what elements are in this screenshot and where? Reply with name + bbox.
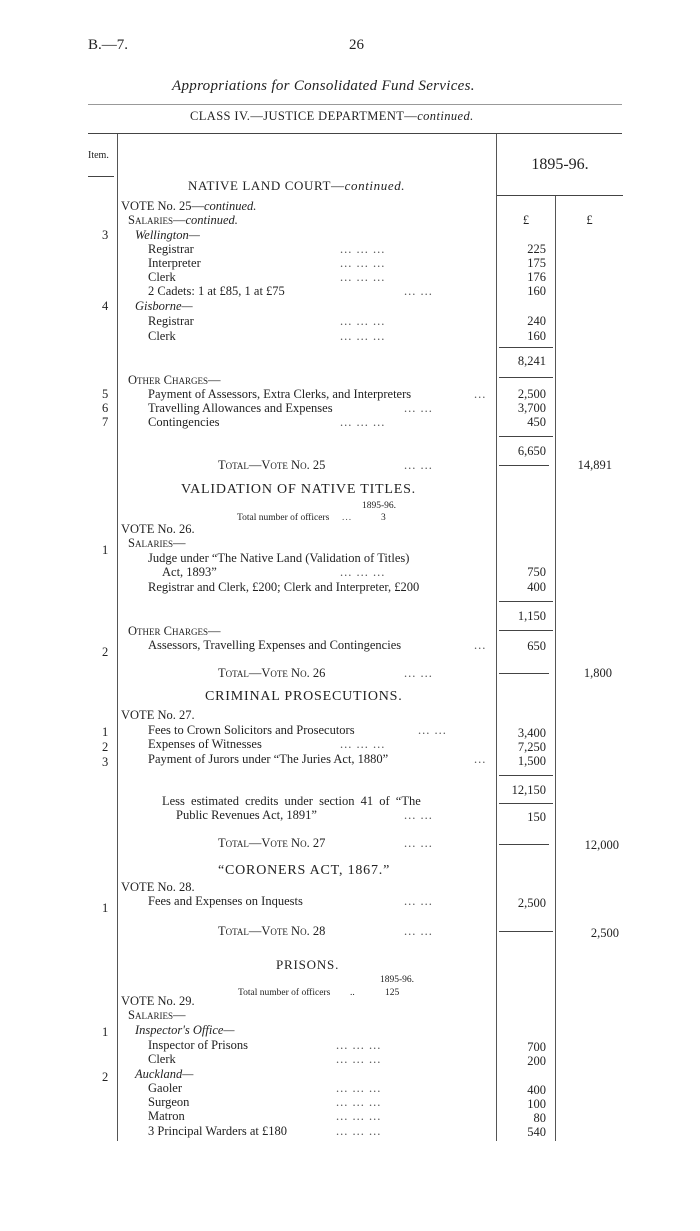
item-column-header: Item.: [88, 150, 109, 161]
leader-dots: ... ... ...: [336, 1052, 382, 1066]
vote-total-amount: 1,800: [583, 666, 612, 680]
leader-dots: ...: [474, 752, 487, 766]
vote-total-label: Total—Vote No. 26: [218, 666, 326, 680]
line-label-continued: Act, 1893”: [162, 565, 217, 579]
pound-sign: £: [586, 213, 593, 227]
section-heading: PRISONS.: [276, 957, 340, 972]
rule: [88, 176, 114, 177]
salaries-heading: [128, 213, 238, 227]
line-amount: 7,250: [517, 740, 546, 754]
rule: [497, 195, 623, 196]
vote-heading-continued: continued.: [203, 199, 257, 213]
line-label: Inspector of Prisons: [148, 1038, 248, 1052]
rule: [499, 601, 553, 602]
leader-dots: ... ...: [404, 458, 433, 472]
leader-dots: ... ... ...: [336, 1124, 382, 1138]
leader-dots: ... ...: [404, 401, 433, 415]
item-number: 3: [102, 228, 109, 242]
rule: [499, 931, 553, 932]
line-label: 3 Principal Warders at £180: [148, 1124, 288, 1138]
leader-dots: ... ... ...: [340, 256, 386, 270]
subtotal-amount: 8,241: [517, 354, 546, 368]
leader-dots: ... ...: [404, 836, 433, 850]
line-amount: 160: [527, 329, 546, 343]
line-label: 2 Cadets: 1 at £85, 1 at £75: [148, 284, 285, 298]
class-heading: [190, 109, 474, 123]
item-number: 7: [102, 415, 109, 429]
line-amount: 175: [527, 256, 546, 270]
vote-heading: [121, 199, 256, 213]
leader-dots: ... ...: [404, 666, 433, 680]
leader-dots: ... ... ...: [340, 270, 386, 284]
page-number: 26: [349, 37, 364, 53]
line-amount: 80: [533, 1111, 546, 1125]
line-amount: 160: [527, 284, 546, 298]
line-label: Clerk: [148, 270, 176, 284]
office-name: Wellington—: [135, 228, 200, 242]
year-column-header: 1895-96.: [531, 156, 589, 173]
pound-sign: £: [522, 213, 530, 227]
leader-dots: ... ... ...: [336, 1081, 382, 1095]
leader-dots: ... ... ...: [340, 314, 386, 328]
salaries-heading: Salaries—: [128, 536, 186, 550]
rule: [499, 803, 553, 804]
leader-dots: ... ...: [418, 723, 447, 737]
rule: [88, 104, 622, 105]
line-label: Registrar and Clerk, £200; Clerk and Interpreter, £200: [148, 580, 420, 594]
line-label: Travelling Allowances and Expenses: [148, 401, 333, 415]
line-amount: 1,500: [517, 754, 546, 768]
line-label: Clerk: [148, 329, 176, 343]
rule: [499, 377, 553, 378]
line-label: Clerk: [148, 1052, 176, 1066]
leader-dots: ... ...: [404, 808, 433, 822]
line-label: Registrar: [148, 242, 194, 256]
vote-total-label: Total—Vote No. 27: [218, 836, 326, 850]
salaries-heading-main: Salaries—: [128, 213, 186, 227]
line-label: Payment of Assessors, Extra Clerks, and Interpreters: [148, 387, 412, 401]
leader-dots: ...: [474, 638, 487, 652]
officers-count: 3: [381, 513, 386, 523]
rule: [499, 347, 553, 348]
officers-year: 1895-96.: [380, 975, 415, 985]
leader-dots: ... ...: [404, 894, 433, 908]
officers-count: 125: [385, 988, 400, 998]
section-heading: VALIDATION OF NATIVE TITLES.: [181, 482, 416, 497]
leader-dots: ..: [350, 988, 355, 998]
line-amount: 750: [527, 565, 546, 579]
class-heading-continued: continued.: [417, 109, 474, 123]
vote-total-label: Total—Vote No. 25: [218, 458, 326, 472]
line-amount: 176: [527, 270, 546, 284]
item-number: 2: [102, 645, 109, 659]
vote-heading-main: VOTE No. 25—: [121, 199, 204, 213]
line-label: Judge under “The Native Land (Validation of Titles): [148, 551, 410, 565]
rule: [499, 436, 553, 437]
line-amount: 450: [527, 415, 546, 429]
vote-heading: VOTE No. 27.: [121, 708, 195, 722]
line-amount: 540: [527, 1125, 546, 1139]
leader-dots: ... ... ...: [340, 329, 386, 343]
leader-dots: ... ...: [404, 284, 433, 298]
leader-dots: ... ... ...: [340, 737, 386, 751]
vote-heading: VOTE No. 28.: [121, 880, 195, 894]
line-label: Fees to Crown Solicitors and Prosecutors: [148, 723, 355, 737]
leader-dots: ... ... ...: [340, 415, 386, 429]
line-label: Payment of Jurors under “The Juries Act, 1880”: [148, 752, 389, 766]
rule: [499, 630, 553, 631]
section-heading: [188, 179, 405, 193]
line-amount: 3,400: [517, 726, 546, 740]
section-heading-continued: continued.: [344, 178, 406, 193]
section-heading-main: NATIVE LAND COURT—: [188, 178, 345, 193]
office-name: Auckland—: [135, 1067, 194, 1081]
item-number: 4: [102, 299, 109, 313]
leader-dots: ... ... ...: [340, 565, 386, 579]
rule: [499, 844, 549, 845]
item-number: 3: [102, 755, 109, 769]
leader-dots: ... ... ...: [340, 242, 386, 256]
item-number: 1: [102, 901, 109, 915]
rule: [499, 673, 549, 674]
page-title: Appropriations for Consolidated Fund Services.: [172, 78, 475, 94]
officers-label: Total number of officers: [237, 513, 330, 523]
section-heading: CRIMINAL PROSECUTIONS.: [205, 689, 403, 704]
vote-heading: VOTE No. 29.: [121, 994, 195, 1008]
line-label: Gaoler: [148, 1081, 183, 1095]
vote-total-label: Total—Vote No. 28: [218, 924, 326, 938]
line-amount: 240: [527, 314, 546, 328]
line-amount: 400: [527, 580, 546, 594]
class-heading-main: CLASS IV.—JUSTICE DEPARTMENT—: [190, 109, 418, 123]
line-label: Interpreter: [148, 256, 201, 270]
document-reference: B.—7.: [88, 37, 129, 53]
vote-total-amount: 14,891: [577, 458, 612, 472]
vote-total-amount: 12,000: [584, 838, 619, 852]
item-number: 6: [102, 401, 109, 415]
line-amount: 2,500: [517, 387, 546, 401]
item-column-rule: [117, 134, 118, 1141]
line-label: Registrar: [148, 314, 194, 328]
leader-dots: ...: [474, 387, 487, 401]
item-number: 1: [102, 1025, 109, 1039]
line-amount: 225: [527, 242, 546, 256]
office-name: Gisborne—: [135, 299, 193, 313]
other-charges-heading: Other Charges—: [128, 373, 221, 387]
rule: [499, 775, 553, 776]
section-heading: “CORONERS ACT, 1867.”: [218, 863, 391, 878]
line-amount: 400: [527, 1083, 546, 1097]
other-charges-heading: Other Charges—: [128, 624, 221, 638]
line-amount: 200: [527, 1054, 546, 1068]
line-amount: 700: [527, 1040, 546, 1054]
line-label: Contingencies: [148, 415, 220, 429]
officers-label: Total number of officers: [238, 988, 331, 998]
leader-dots: ... ... ...: [336, 1109, 382, 1123]
leader-dots: ... ... ...: [336, 1095, 382, 1109]
leader-dots: ...: [342, 513, 353, 523]
line-amount: 100: [527, 1097, 546, 1111]
subtotal-amount: 12,150: [511, 783, 546, 797]
rule: [499, 465, 549, 466]
credit-label: Less estimated credits under section 41 of “The: [162, 794, 421, 808]
vote-total-amount: 2,500: [590, 926, 619, 940]
item-number: 1: [102, 725, 109, 739]
line-amount: 650: [527, 639, 546, 653]
rule: [88, 133, 622, 134]
item-number: 2: [102, 1070, 109, 1084]
line-label: Expenses of Witnesses: [148, 737, 262, 751]
item-number: 5: [102, 387, 109, 401]
officers-year: 1895-96.: [362, 501, 397, 511]
line-label: Surgeon: [148, 1095, 190, 1109]
leader-dots: ... ... ...: [336, 1038, 382, 1052]
line-amount: 2,500: [517, 896, 546, 910]
line-label: Fees and Expenses on Inquests: [148, 894, 303, 908]
credit-amount: 150: [527, 810, 546, 824]
salaries-heading: Salaries—: [128, 1008, 186, 1022]
subtotal-amount: 1,150: [517, 609, 546, 623]
item-number: 1: [102, 543, 109, 557]
line-amount: 3,700: [517, 401, 546, 415]
leader-dots: ... ...: [404, 924, 433, 938]
vote-heading: VOTE No. 26.: [121, 522, 195, 536]
credit-label-continued: Public Revenues Act, 1891”: [176, 808, 317, 822]
line-label: Matron: [148, 1109, 185, 1123]
subtotal-amount: 6,650: [517, 444, 546, 458]
line-label: Assessors, Travelling Expenses and Contingencies: [148, 638, 402, 652]
item-number: 2: [102, 740, 109, 754]
office-name: Inspector's Office—: [135, 1023, 235, 1037]
salaries-heading-continued: continued.: [185, 213, 238, 227]
